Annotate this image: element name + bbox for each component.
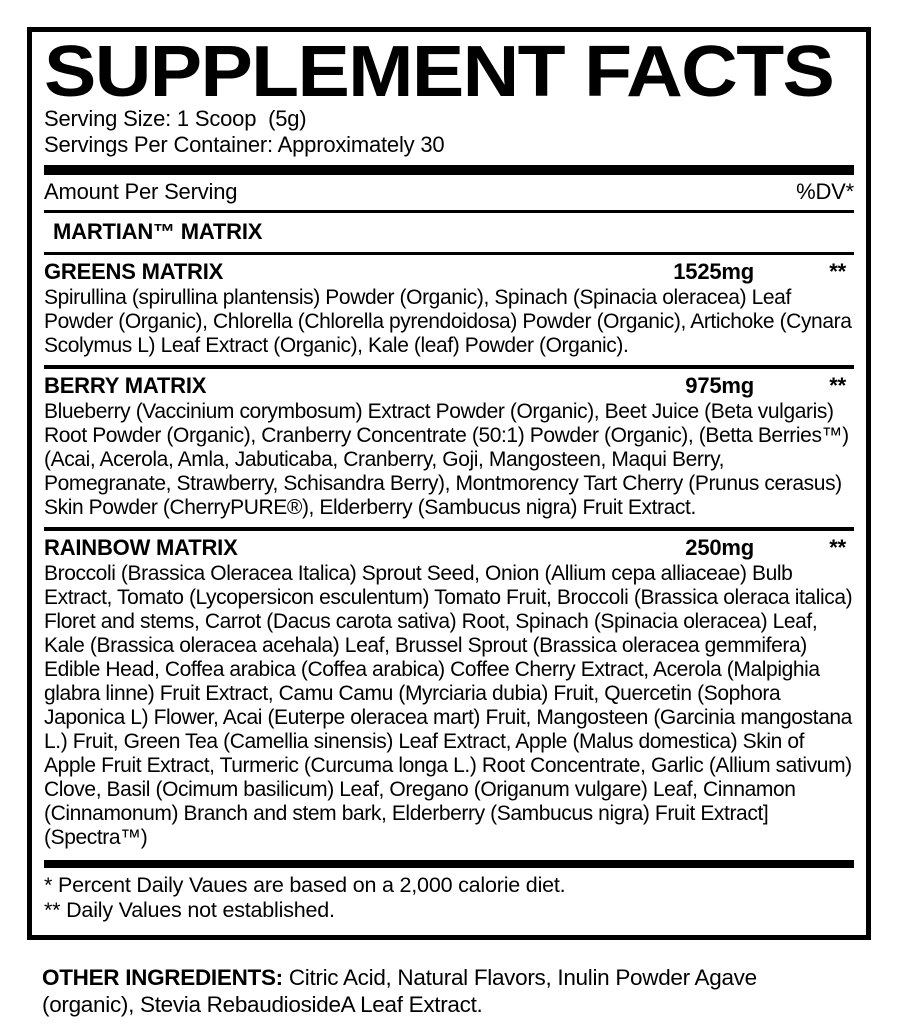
matrix-group-heading: MARTIAN™ MATRIX	[53, 219, 263, 245]
section-header-row	[44, 258, 854, 286]
greens-matrix-section	[44, 255, 854, 365]
section-name: RAINBOW MATRIX	[44, 535, 238, 561]
section-amount: 1525mg	[673, 259, 754, 285]
supplement-facts-panel	[27, 27, 871, 940]
other-ingredients-label: OTHER INGREDIENTS:	[42, 965, 283, 991]
section-amount: 250mg	[685, 535, 754, 561]
section-dv-value: **	[829, 373, 846, 399]
amount-per-serving-label: Amount Per Serving	[44, 179, 238, 205]
percent-dv-label: %DV*	[796, 179, 854, 205]
footnote-not-established: ** Daily Values not established.	[44, 898, 335, 923]
footnotes-block	[44, 868, 854, 925]
section-dv-value: **	[829, 535, 846, 561]
footnote-divider-bar	[44, 860, 854, 868]
section-ingredients: Blueberry (Vaccinium corymbosum) Extract Powder (Organic), Beet Juice (Beta vulgaris) Root Powder (Organic), Cranberry Concentrate (50:1) Powder (Organic), (Betta Berries™) (Acai, Acerola, Amla, Jabuticaba, Cranberry, Goji, Mangosteen, Maqui Berry, Pomegranate, Strawberry, Schisandra Berry), Montmorency Tart Cherry (Prunus cerasus) Skin Powder (CherryPURE®), Elderberry (Sambucus nigra) Fruit Extract.	[44, 400, 849, 520]
berry-matrix-section	[44, 369, 854, 527]
other-ingredients-text: Citric Acid, Natural Flavors, Inulin Powder Agave (organic), Stevia RebaudiosideA Leaf Extract.	[42, 965, 757, 1018]
section-ingredients: Broccoli (Brassica Oleracea Italica) Sprout Seed, Onion (Allium cepa alliaceae) Bulb Extract, Tomato (Lycopersicon esculentum) Tomato Fruit, Broccoli (Brassica oleraca italica) Floret and stems, Carrot (Dacus carota sativa) Root, Spinach (Spinacia oleracea) Leaf, Kale (Brassica oleracea acehala) Leaf, Brussel Sprout (Brassica oleracea gemmifera) Edible Head, Coffea arabica (Coffea arabica) Coffee Cherry Extract, Acerola (Malpighia glabra linne) Fruit Extract, Camu Camu (Myrciaria dubia) Fruit, Quercetin (Sophora Japonica L) Flower, Acai (Euterpe oleracea mart) Fruit, Mangosteen (Garcinia mangostana L.) Fruit, Green Tea (Camellia sinensis) Leaf Extract, Apple (Malus domestica) Skin of Apple Fruit Extract, Turmeric (Curcuma longa L.) Root Concentrate, Garlic (Allium sativum) Clove, Basil (Ocimum basilicum) Leaf, Oregano (Origanum vulgare) Leaf, Cinnamon (Cinnamonum) Branch and stem bark, Elderberry (Sambucus nigra) Fruit Extract] (Spectra™)	[44, 562, 853, 850]
section-dv-value: **	[829, 259, 846, 285]
rainbow-matrix-section	[44, 531, 854, 857]
section-header-row	[44, 534, 854, 562]
section-amount: 975mg	[685, 373, 754, 399]
column-header-row	[44, 175, 854, 210]
serving-size-line: Serving Size: 1 Scoop (5g)	[44, 106, 307, 132]
panel-title: SUPPLEMENT FACTS	[44, 32, 834, 112]
other-ingredients-block	[42, 964, 820, 1018]
section-name: BERRY MATRIX	[44, 373, 207, 399]
section-header-row	[44, 372, 854, 400]
section-name: GREENS MATRIX	[44, 259, 224, 285]
section-ingredients: Spirullina (spirullina plantensis) Powder (Organic), Spinach (Spinacia oleracea) Leaf Powder (Organic), Chlorella (Chlorella pyrendoidosa) Powder (Organic), Artichoke (Cynara Scolymus L) Leaf Extract (Organic), Kale (leaf) Powder (Organic).	[44, 286, 852, 358]
header-divider-bar	[44, 165, 854, 175]
servings-per-container-line: Servings Per Container: Approximately 30	[44, 132, 445, 158]
footnote-daily-value: * Percent Daily Vaues are based on a 2,000 calorie diet.	[44, 873, 566, 898]
